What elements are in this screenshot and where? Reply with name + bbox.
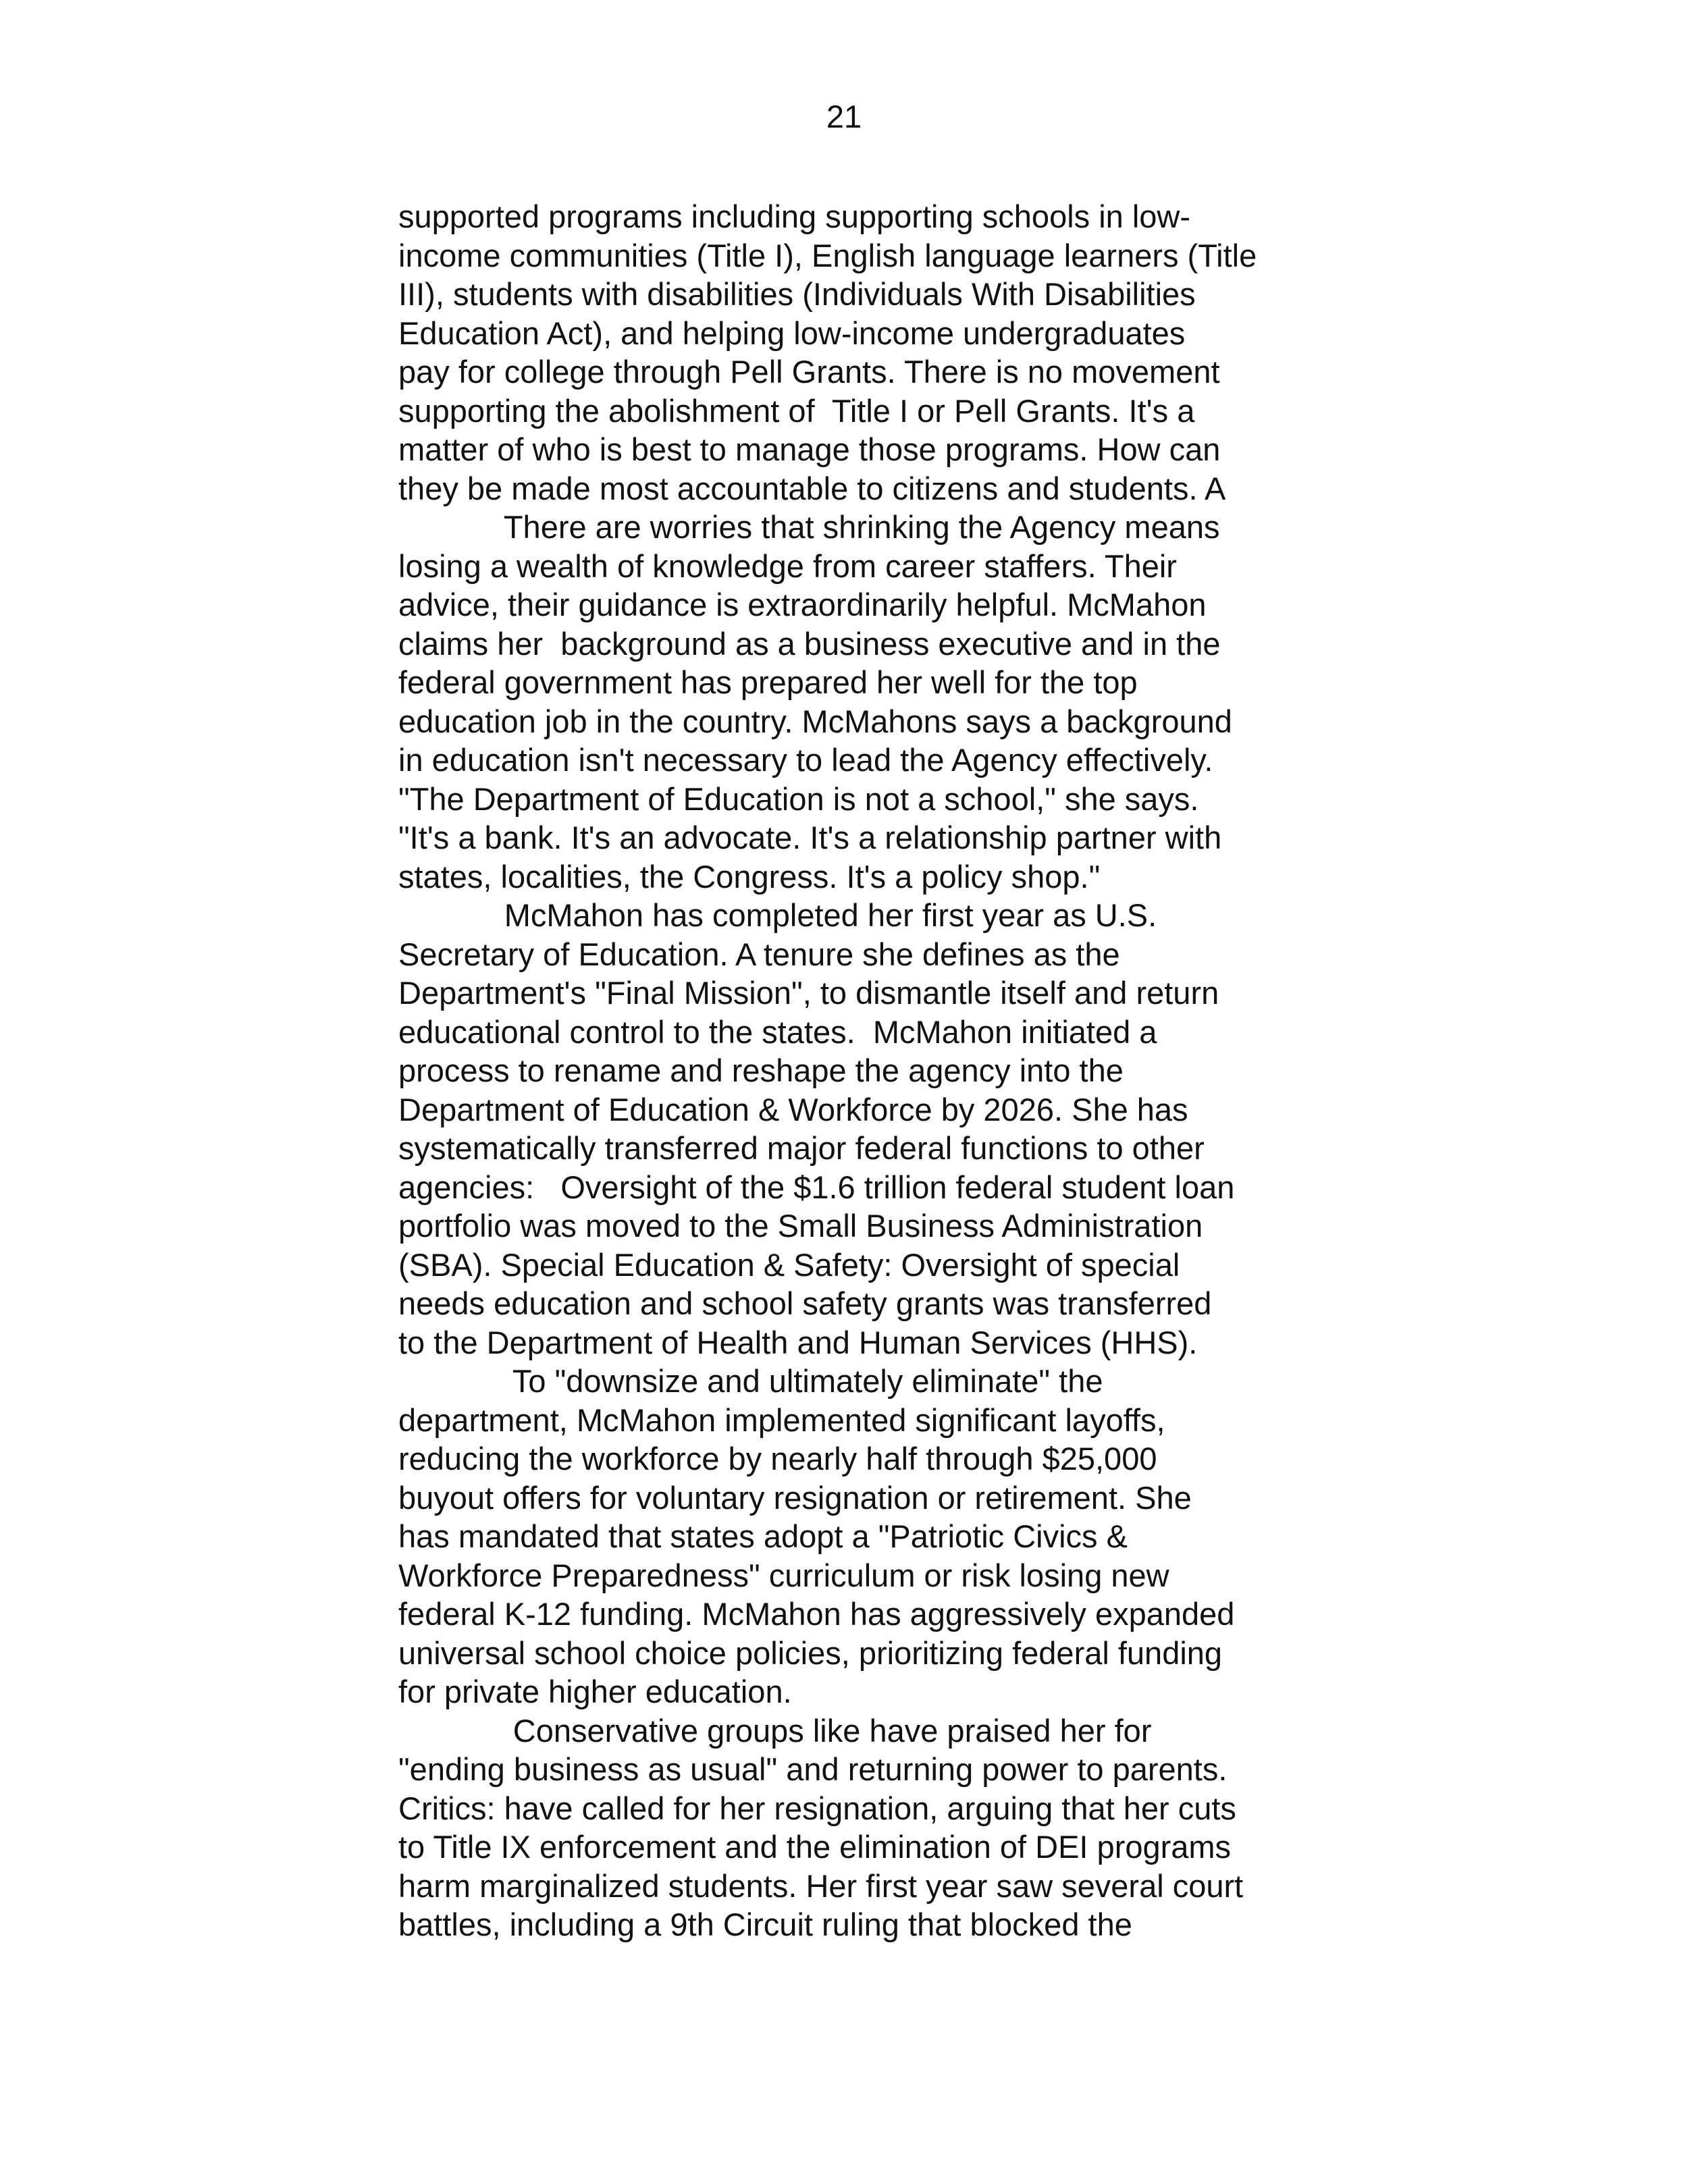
text-line: education job in the country. McMahons says a background — [398, 703, 1232, 739]
text-line: (SBA). Special Education & Safety: Oversight of special — [398, 1246, 1180, 1283]
text-line: for private higher education. — [398, 1674, 792, 1709]
text-line: needs education and school safety grants was transferred — [398, 1285, 1212, 1321]
text-line: systematically transferred major federal functions to other — [398, 1130, 1205, 1166]
text-line: pay for college through Pell Grants. There is no movement — [398, 354, 1220, 390]
page-number: 21 — [826, 99, 862, 134]
text-line: claims her background as a business executive and in the — [398, 625, 1221, 662]
text-line: "ending business as usual" and returning power to parents. — [398, 1751, 1228, 1787]
text-line: federal government has prepared her well for the top — [398, 664, 1138, 700]
text-line: to Title IX enforcement and the elimination of DEI programs — [398, 1829, 1232, 1865]
text-line: federal K-12 funding. McMahon has aggressively expanded — [398, 1596, 1235, 1632]
text-line: McMahon has completed her first year as U.S. — [398, 897, 1157, 933]
text-line: in education isn't necessary to lead the Agency effectively. — [398, 742, 1213, 778]
text-line: Department of Education & Workforce by 2026. She has — [398, 1091, 1188, 1127]
text-line: educational control to the states. McMahon initiated a — [398, 1013, 1157, 1050]
text-line: "The Department of Education is not a school," she says. — [398, 780, 1199, 817]
text-line: Critics: have called for her resignation, arguing that her cuts — [398, 1790, 1236, 1826]
text-line: department, McMahon implemented significant layoffs, — [398, 1402, 1165, 1438]
text-line: To "downsize and ultimately eliminate" the — [398, 1363, 1103, 1399]
text-line: Department's "Final Mission", to dismantle itself and return — [398, 975, 1219, 1011]
text-line: supporting the abolishment of Title I or Pell Grants. It's a — [398, 392, 1195, 429]
text-line: they be made most accountable to citizens and students. A — [398, 470, 1226, 506]
text-line: income communities (Title I), English language learners (Title — [398, 237, 1257, 273]
text-line: There are worries that shrinking the Agency means — [398, 509, 1220, 545]
text-line: reducing the workforce by nearly half through $25,000 — [398, 1441, 1157, 1476]
text-line: advice, their guidance is extraordinarily helpful. McMahon — [398, 587, 1207, 622]
text-line: matter of who is best to manage those programs. How can — [398, 431, 1221, 467]
text-line: Secretary of Education. A tenure she defines as the — [398, 936, 1120, 972]
text-line: supported programs including supporting schools in low- — [398, 198, 1191, 234]
text-line: universal school choice policies, prioritizing federal funding — [398, 1634, 1223, 1671]
text-line: III), students with disabilities (Individuals With Disabilities — [398, 276, 1196, 312]
text-line: losing a wealth of knowledge from career staffers. Their — [398, 548, 1177, 584]
text-line: portfolio was moved to the Small Business Administration — [398, 1208, 1203, 1244]
text-line: harm marginalized students. Her first year saw several court — [398, 1867, 1244, 1904]
text-line: to the Department of Health and Human Services (HHS). — [398, 1324, 1198, 1360]
text-line: battles, including a 9th Circuit ruling that blocked the — [398, 1907, 1132, 1942]
text-line: Education Act), and helping low-income undergraduates — [398, 315, 1186, 351]
text-line: buyout offers for voluntary resignation or retirement. She — [398, 1479, 1192, 1516]
text-line: has mandated that states adopt a "Patriotic Civics & — [398, 1518, 1128, 1554]
text-line: Conservative groups like have praised her for — [398, 1712, 1152, 1749]
text-line: agencies: Oversight of the $1.6 trillion federal student loan — [398, 1169, 1235, 1205]
text-line: states, localities, the Congress. It's a policy shop." — [398, 858, 1101, 895]
text-line: process to rename and reshape the agency into the — [398, 1053, 1124, 1088]
body-text — [398, 197, 1303, 1944]
text-line: Workforce Preparedness" curriculum or risk losing new — [398, 1557, 1169, 1593]
text-line: "It's a bank. It's an advocate. It's a relationship partner with — [398, 820, 1222, 855]
